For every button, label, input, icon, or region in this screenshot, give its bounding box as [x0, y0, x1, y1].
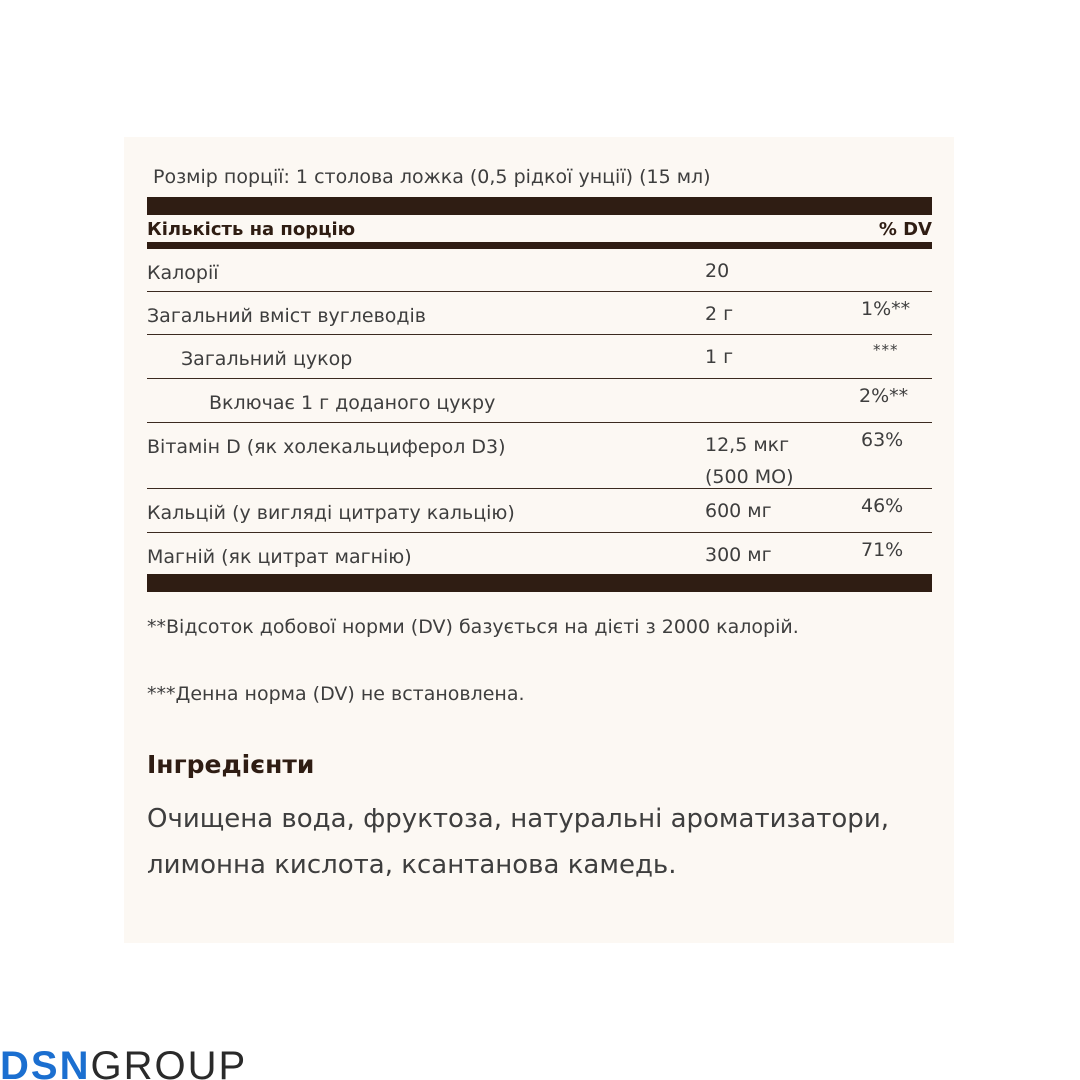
amount-per-serving-label: Кількість на порцію [147, 219, 356, 240]
bottom-divider-bar [147, 574, 932, 592]
nutrient-dv: 2%** [859, 385, 909, 407]
nutrient-amount: 20 [705, 260, 730, 282]
table-row-calcium [147, 489, 932, 533]
table-row-calories [147, 249, 932, 292]
footnote-dv-not-established: ***Денна норма (DV) не встановлена. [147, 683, 525, 705]
top-divider-bar [147, 197, 932, 215]
nutrient-name: Калорії [147, 262, 219, 284]
nutrient-amount: 2 г [705, 303, 734, 325]
nutrient-amount: 300 мг [705, 544, 772, 566]
nutrient-dv: 63% [861, 429, 904, 451]
table-row-carbohydrates [147, 292, 932, 335]
table-row-magnesium [147, 533, 932, 574]
logo-group: GROUP [90, 1044, 248, 1080]
nutrient-amount [705, 429, 793, 493]
ingredients-text: Очищена вода, фруктоза, натуральні ароматизатори, лимонна кислота, ксантанова камедь. [147, 804, 889, 880]
nutrient-name: Загальний цукор [181, 348, 353, 370]
footnote-dv-basis: **Відсоток добової норми (DV) базується на дієті з 2000 калорій. [147, 616, 799, 638]
table-row-added-sugars [147, 379, 932, 423]
brand-logo [0, 1046, 247, 1080]
table-header [147, 215, 932, 242]
nutrient-name: Загальний вміст вуглеводів [147, 305, 427, 327]
nutrient-amount: 600 мг [705, 500, 772, 522]
table-row-vitamin-d [147, 423, 932, 489]
table-row-sugars [147, 335, 932, 379]
nutrient-name: Кальцій (у вигляді цитрату кальцію) [147, 502, 515, 524]
nutrient-name: Вітамін D (як холекальциферол D3) [147, 436, 506, 458]
nutrient-dv: 46% [861, 495, 904, 517]
serving-size: Розмір порції: 1 столова ложка (0,5 рідкої унції) (15 мл) [153, 166, 711, 188]
header-divider-bar [147, 242, 932, 249]
ingredients-heading: Інгредієнти [147, 750, 315, 779]
dv-header-label: % DV [878, 219, 932, 240]
nutrition-facts-table [147, 197, 932, 592]
nutrient-amount: 1 г [705, 346, 734, 368]
nutrient-dv: *** [873, 341, 899, 359]
logo-dsn: DSN [0, 1044, 91, 1080]
nutrient-dv: 71% [861, 539, 904, 561]
nutrient-dv: 1%** [861, 298, 911, 320]
nutrient-name: Включає 1 г доданого цукру [209, 392, 496, 414]
nutrient-amount-mass: 12,5 мкг [705, 434, 790, 456]
nutrient-name: Магній (як цитрат магнію) [147, 546, 412, 568]
nutrient-amount-iu: (500 МО) [705, 466, 794, 488]
